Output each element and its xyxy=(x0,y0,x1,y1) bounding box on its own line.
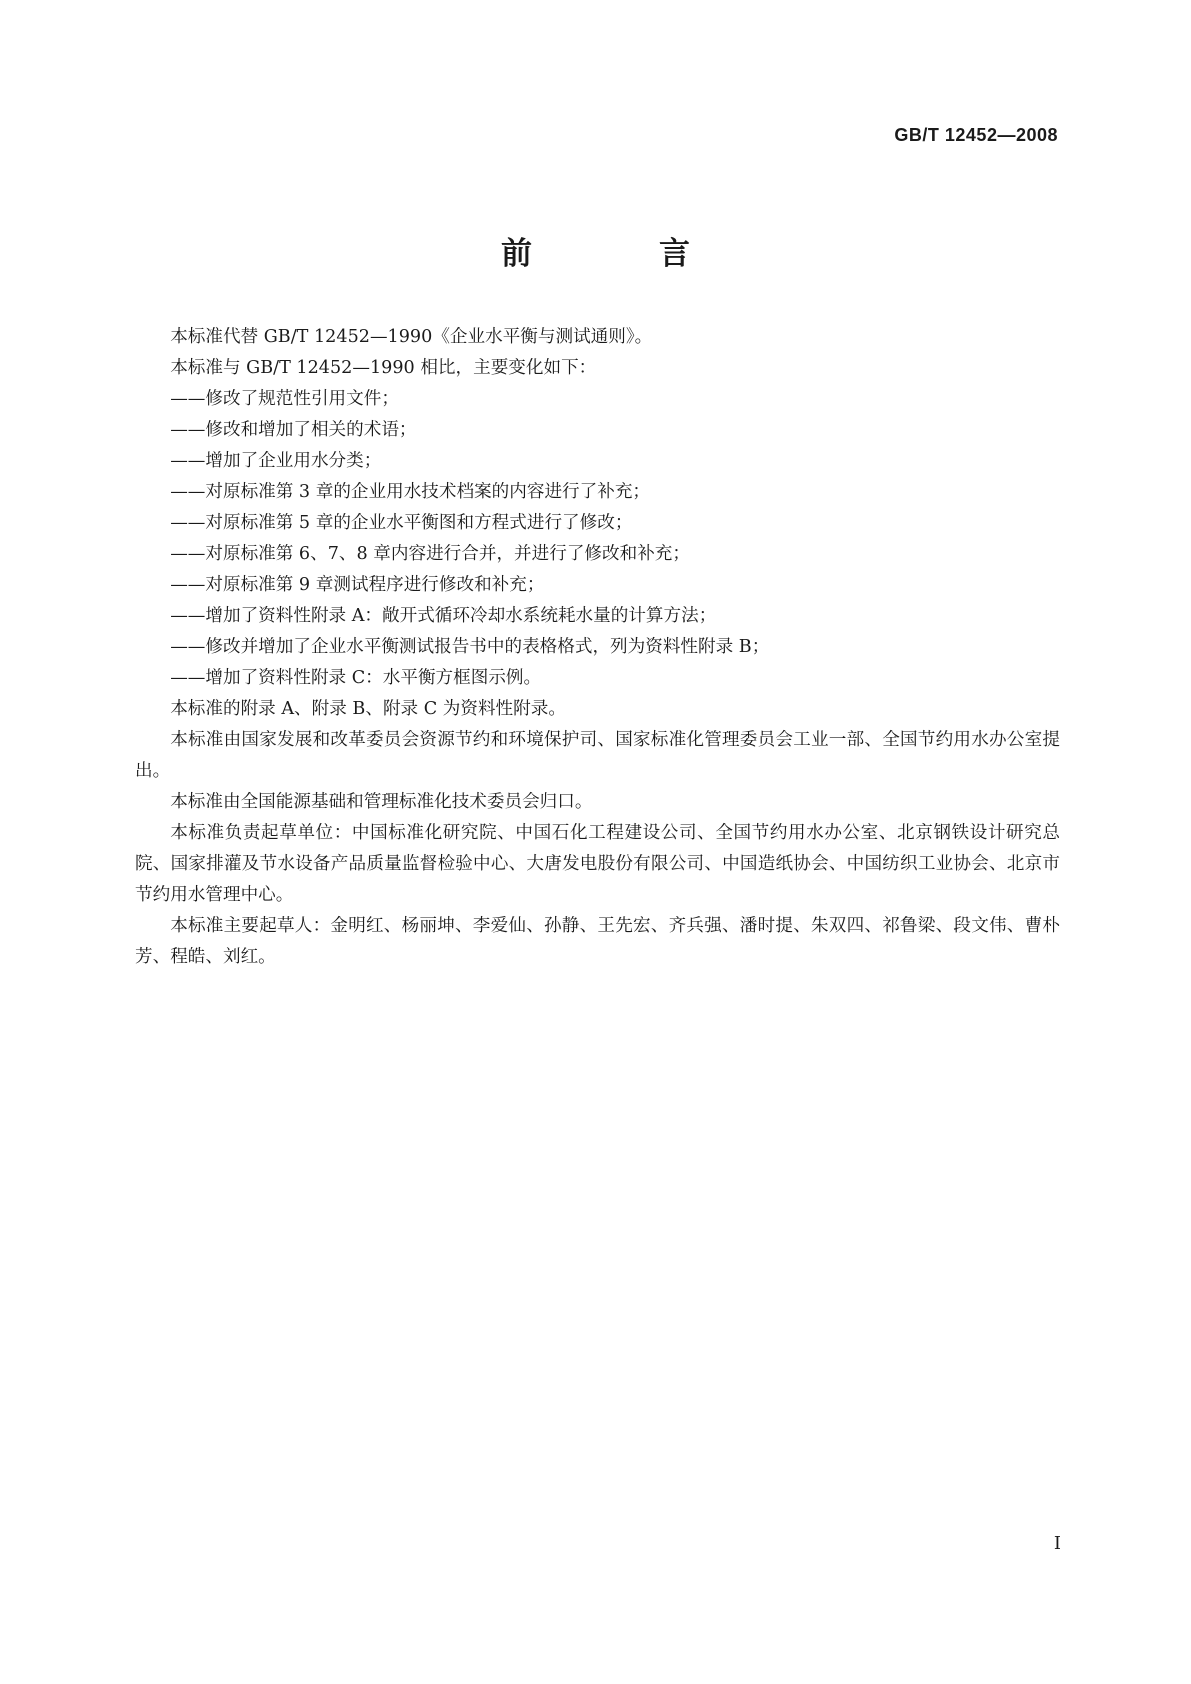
list-item: ——修改了规范性引用文件； xyxy=(170,389,399,409)
paragraph-drafting-units: 本标准负责起草单位：中国标准化研究院、中国石化工程建设公司、全国节约用水办公室、北京钢铁设计研究总院、国家排灌及节水设备产品质量监督检验中心、大唐发电股份有限公司、中国造纸协会、中国纺织工业协会、北京市节约用水管理中心。 xyxy=(135,823,1060,905)
list-item: ——对原标准第 9 章测试程序进行修改和补充； xyxy=(170,575,545,595)
list-item: ——修改和增加了相关的术语； xyxy=(170,420,417,440)
list-item: ——对原标准第 5 章的企业水平衡图和方程式进行了修改； xyxy=(170,513,633,533)
paragraph-committee: 本标准由全国能源基础和管理标准化技术委员会归口。 xyxy=(170,792,593,812)
changes-list xyxy=(135,384,1060,694)
paragraph-proposer: 本标准由国家发展和改革委员会资源节约和环境保护司、国家标准化管理委员会工业一部、全国节约用水办公室提出。 xyxy=(135,730,1060,781)
document-code: GB/T 12452—2008 xyxy=(894,125,1058,145)
list-item: ——对原标准第 6、7、8 章内容进行合并，并进行了修改和补充； xyxy=(170,544,690,564)
list-item: ——增加了企业用水分类； xyxy=(170,451,382,471)
paragraph-replacement: 本标准代替 GB/T 12452—1990《企业水平衡与测试通则》。 xyxy=(170,327,653,347)
list-item: ——修改并增加了企业水平衡测试报告书中的表格格式，列为资料性附录 B； xyxy=(170,637,770,657)
list-item: ——增加了资料性附录 C：水平衡方框图示例。 xyxy=(170,668,542,688)
paragraph-annexes: 本标准的附录 A、附录 B、附录 C 为资料性附录。 xyxy=(170,699,566,719)
paragraph-drafters: 本标准主要起草人：金明红、杨丽坤、李爱仙、孙静、王先宏、齐兵强、潘时提、朱双四、祁鲁梁、段文伟、曹朴芳、程皓、刘红。 xyxy=(135,916,1060,967)
list-item: ——增加了资料性附录 A：敞开式循环冷却水系统耗水量的计算方法； xyxy=(170,606,717,626)
list-item: ——对原标准第 3 章的企业用水技术档案的内容进行了补充； xyxy=(170,482,651,502)
foreword-body xyxy=(135,322,1060,973)
page-title: 前 言 xyxy=(501,236,738,272)
page-number: I xyxy=(1053,1533,1061,1554)
paragraph-changes-intro: 本标准与 GB/T 12452—1990 相比，主要变化如下： xyxy=(170,358,597,378)
